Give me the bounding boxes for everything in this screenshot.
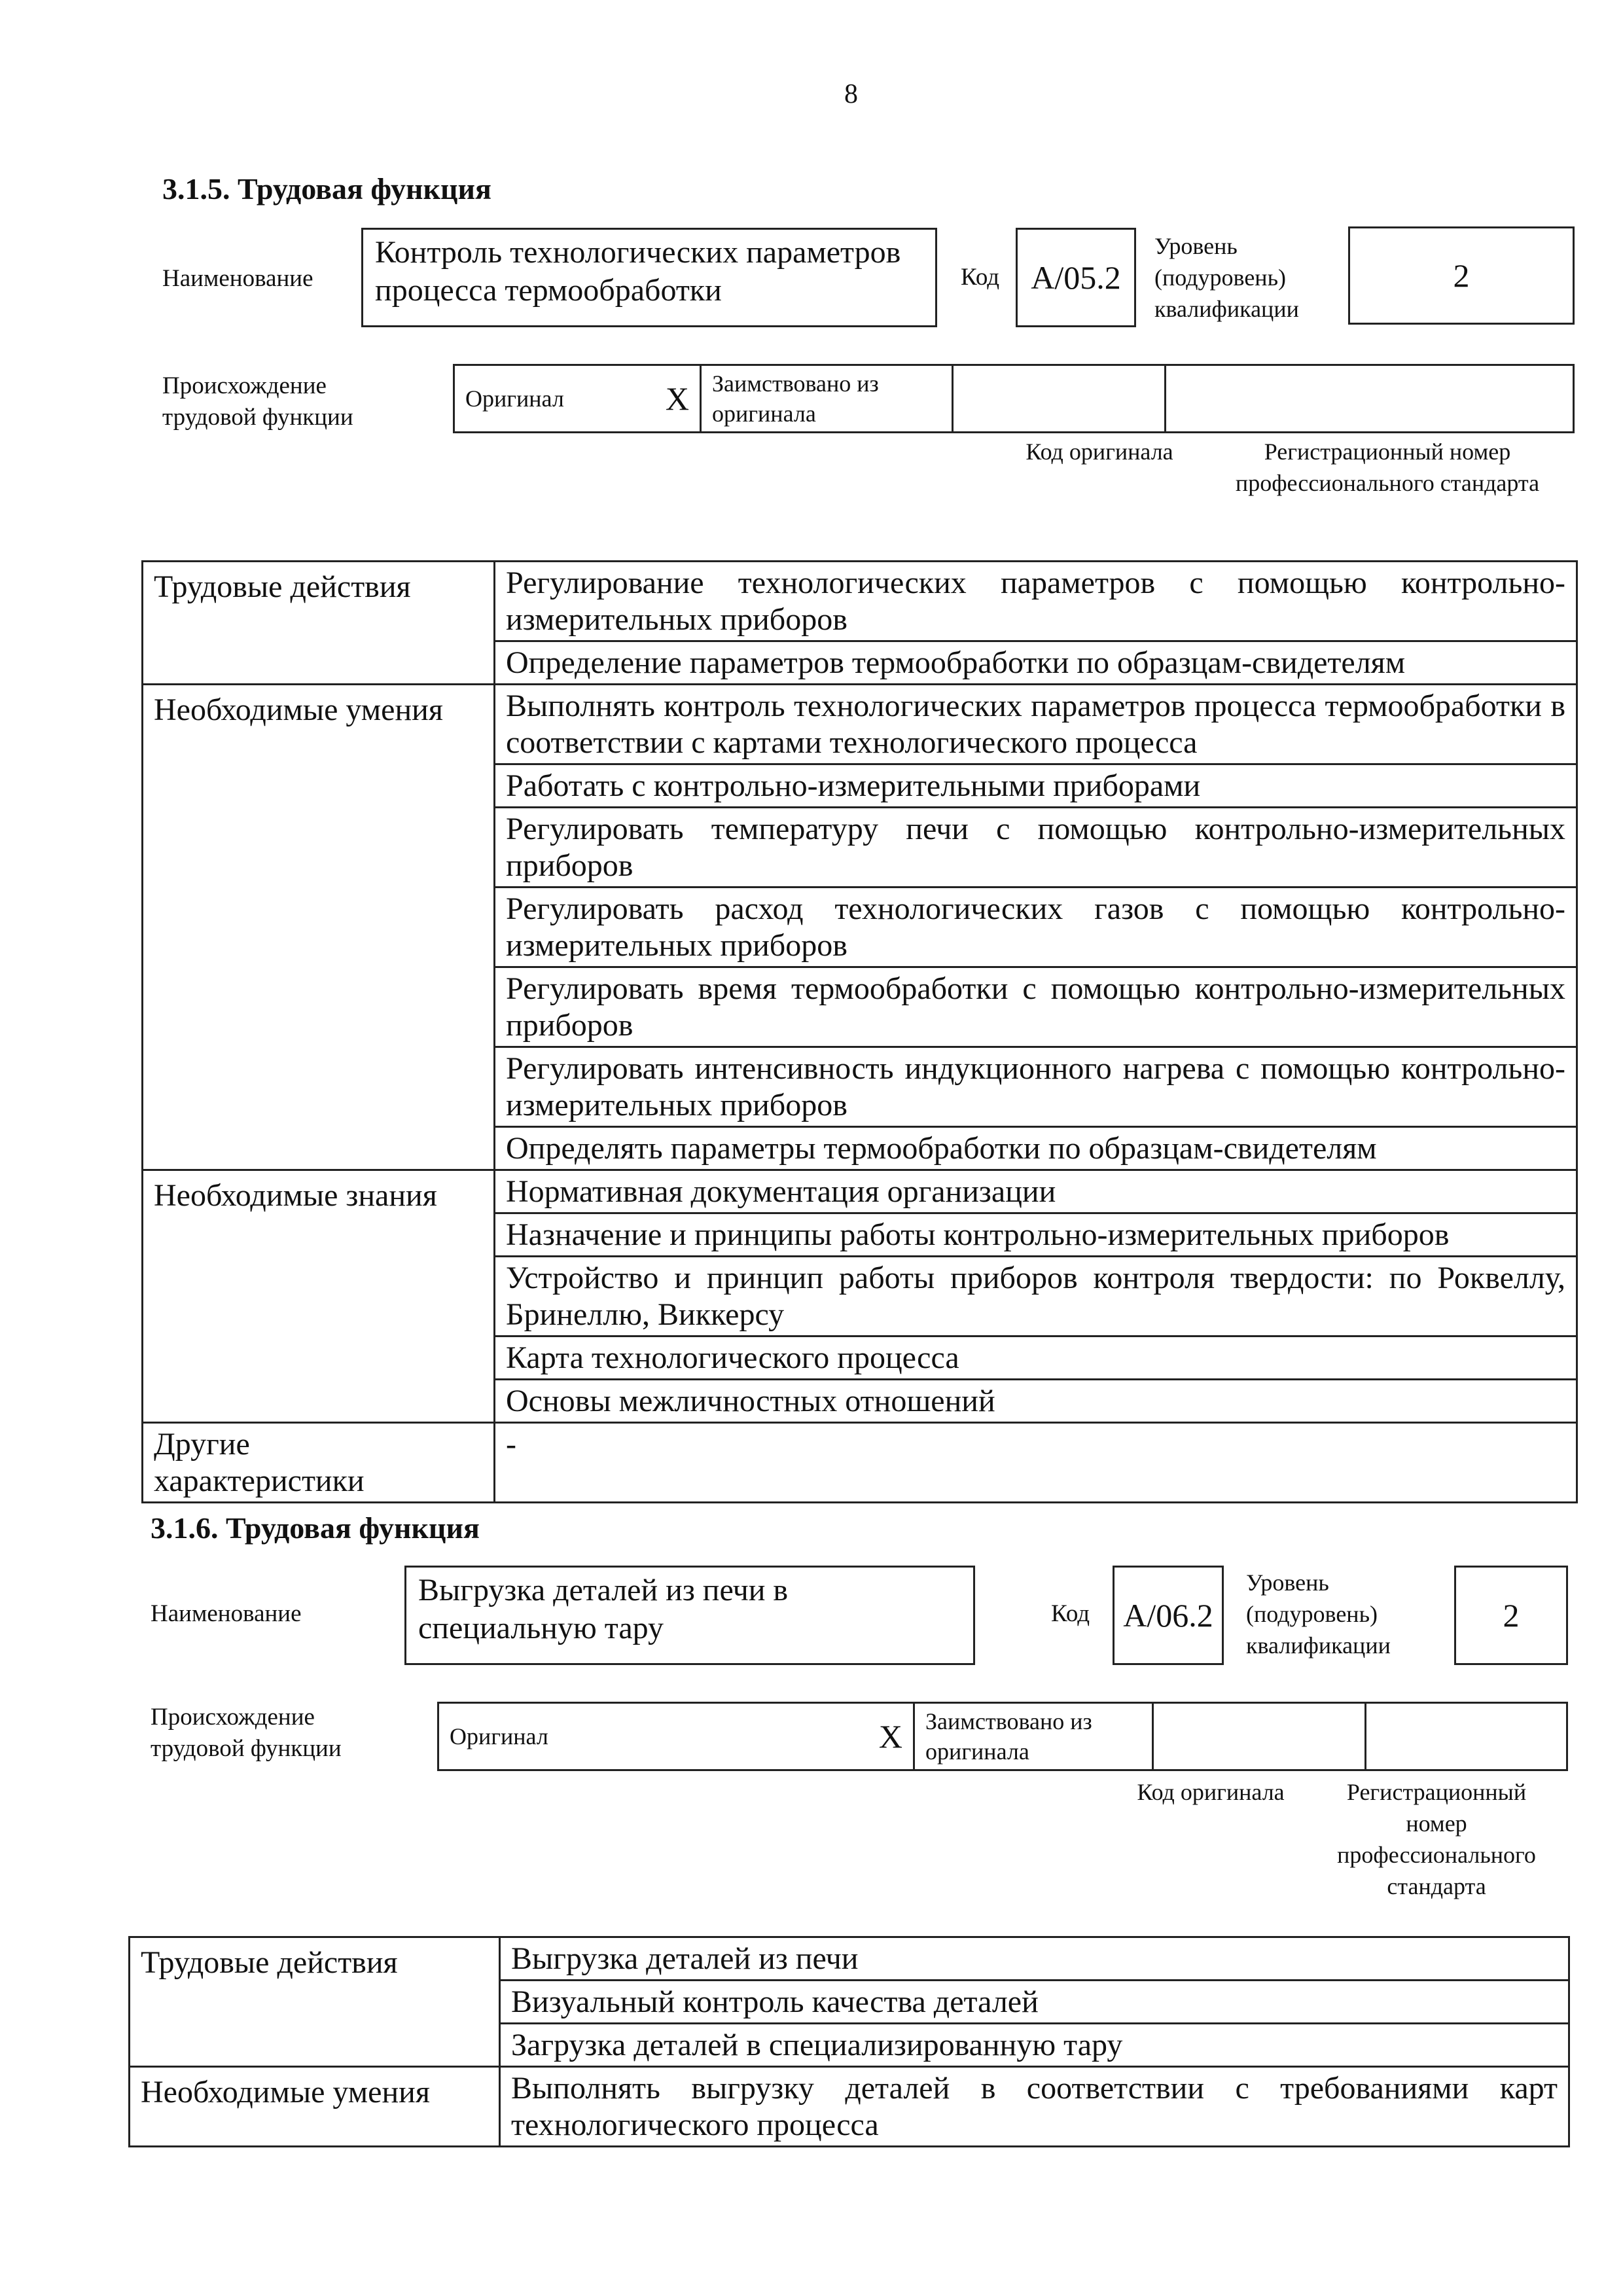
origin-table: [437, 1702, 1568, 1771]
code-label: Код: [961, 264, 1000, 291]
original-cell: Оригинал: [454, 365, 640, 433]
original-cell: Оригинал: [438, 1703, 853, 1770]
origin-table: [453, 364, 1575, 433]
table-row: Визуальный контроль качества деталей: [500, 1981, 1569, 2024]
original-code-cell: [1153, 1703, 1366, 1770]
table-row: Основы межличностных отношений: [495, 1380, 1577, 1423]
function-name-field: Контроль технологических параметров процесса термообработки: [361, 228, 937, 327]
borrowed-cell: Заимствовано из оригинала: [914, 1703, 1153, 1770]
table-row: Работать с контрольно-измерительными приборами: [495, 764, 1577, 808]
table-row: Выполнять выгрузку деталей в соответствии с требованиями карт технологического процесса: [500, 2067, 1569, 2147]
table-row: Карта технологического процесса: [495, 1336, 1577, 1380]
function-name-field: Выгрузка деталей из печи в специальную тару: [404, 1566, 975, 1665]
table-row: Регулировать температуру печи с помощью контрольно-измерительных приборов: [495, 808, 1577, 888]
table-row: Загрузка деталей в специализированную тару: [500, 2024, 1569, 2067]
table-row: -: [495, 1423, 1577, 1503]
group-label: Трудовые действия: [130, 1937, 500, 2067]
registration-number-cell: [1366, 1703, 1567, 1770]
origin-label: Происхождение трудовой функции: [151, 1704, 342, 1762]
function-code-field: А/06.2: [1113, 1566, 1224, 1665]
table-row: Нормативная документация организации: [495, 1170, 1577, 1213]
registration-number-caption: Регистрационный номер профессионального стандарта: [1337, 1779, 1536, 1899]
table-row: Регулировать время термообработки с помощью контрольно-измерительных приборов: [495, 967, 1577, 1047]
level-label: Уровень (подуровень) квалификации: [1154, 233, 1299, 322]
qualification-level-field: 2: [1348, 226, 1575, 325]
group-label: Необходимые знания: [143, 1170, 495, 1423]
original-mark: Х: [639, 365, 701, 433]
function-code-field: А/05.2: [1016, 228, 1136, 327]
table-row: Выгрузка деталей из печи: [500, 1937, 1569, 1981]
qualification-level-field: 2: [1454, 1566, 1568, 1665]
labor-function-table: [141, 560, 1578, 1503]
group-label: Трудовые действия: [143, 562, 495, 685]
origin-label: Происхождение трудовой функции: [162, 372, 353, 431]
table-row: Определение параметров термообработки по образцам-свидетелям: [495, 641, 1577, 685]
table-row: Регулировать расход технологических газов с помощью контрольно-измерительных приборов: [495, 888, 1577, 967]
table-row: Выполнять контроль технологических параметров процесса термообработки в соответствии с картами технологического процесса: [495, 685, 1577, 764]
table-row: Определять параметры термообработки по образцам-свидетелям: [495, 1127, 1577, 1170]
table-row: Назначение и принципы работы контрольно-измерительных приборов: [495, 1213, 1577, 1257]
page-number: 8: [844, 79, 858, 109]
group-label: Необходимые умения: [143, 685, 495, 1170]
section-title: 3.1.6. Трудовая функция: [151, 1511, 480, 1545]
original-code-cell: [953, 365, 1166, 433]
group-label: Другие характеристики: [143, 1423, 495, 1503]
table-row: Регулирование технологических параметров с помощью контрольно-измерительных приборов: [495, 562, 1577, 641]
original-code-caption: Код оригинала: [1026, 439, 1173, 465]
original-code-caption: Код оригинала: [1137, 1779, 1285, 1805]
table-row: Регулировать интенсивность индукционного нагрева с помощью контрольно-измерительных приборов: [495, 1047, 1577, 1127]
section-title: 3.1.5. Трудовая функция: [162, 172, 491, 206]
table-row: Устройство и принцип работы приборов контроля твердости: по Роквеллу, Бринеллю, Виккерсу: [495, 1257, 1577, 1336]
group-label: Необходимые умения: [130, 2067, 500, 2147]
borrowed-cell: Заимствовано из оригинала: [701, 365, 953, 433]
registration-number-caption: Регистрационный номер профессионального стандарта: [1235, 439, 1540, 496]
level-label: Уровень (подуровень) квалификации: [1246, 1570, 1391, 1659]
labor-function-table: [128, 1936, 1570, 2147]
registration-number-cell: [1166, 365, 1574, 433]
name-label: Наименование: [162, 265, 313, 292]
code-label: Код: [1051, 1600, 1090, 1627]
original-mark: Х: [853, 1703, 914, 1770]
name-label: Наименование: [151, 1600, 302, 1627]
